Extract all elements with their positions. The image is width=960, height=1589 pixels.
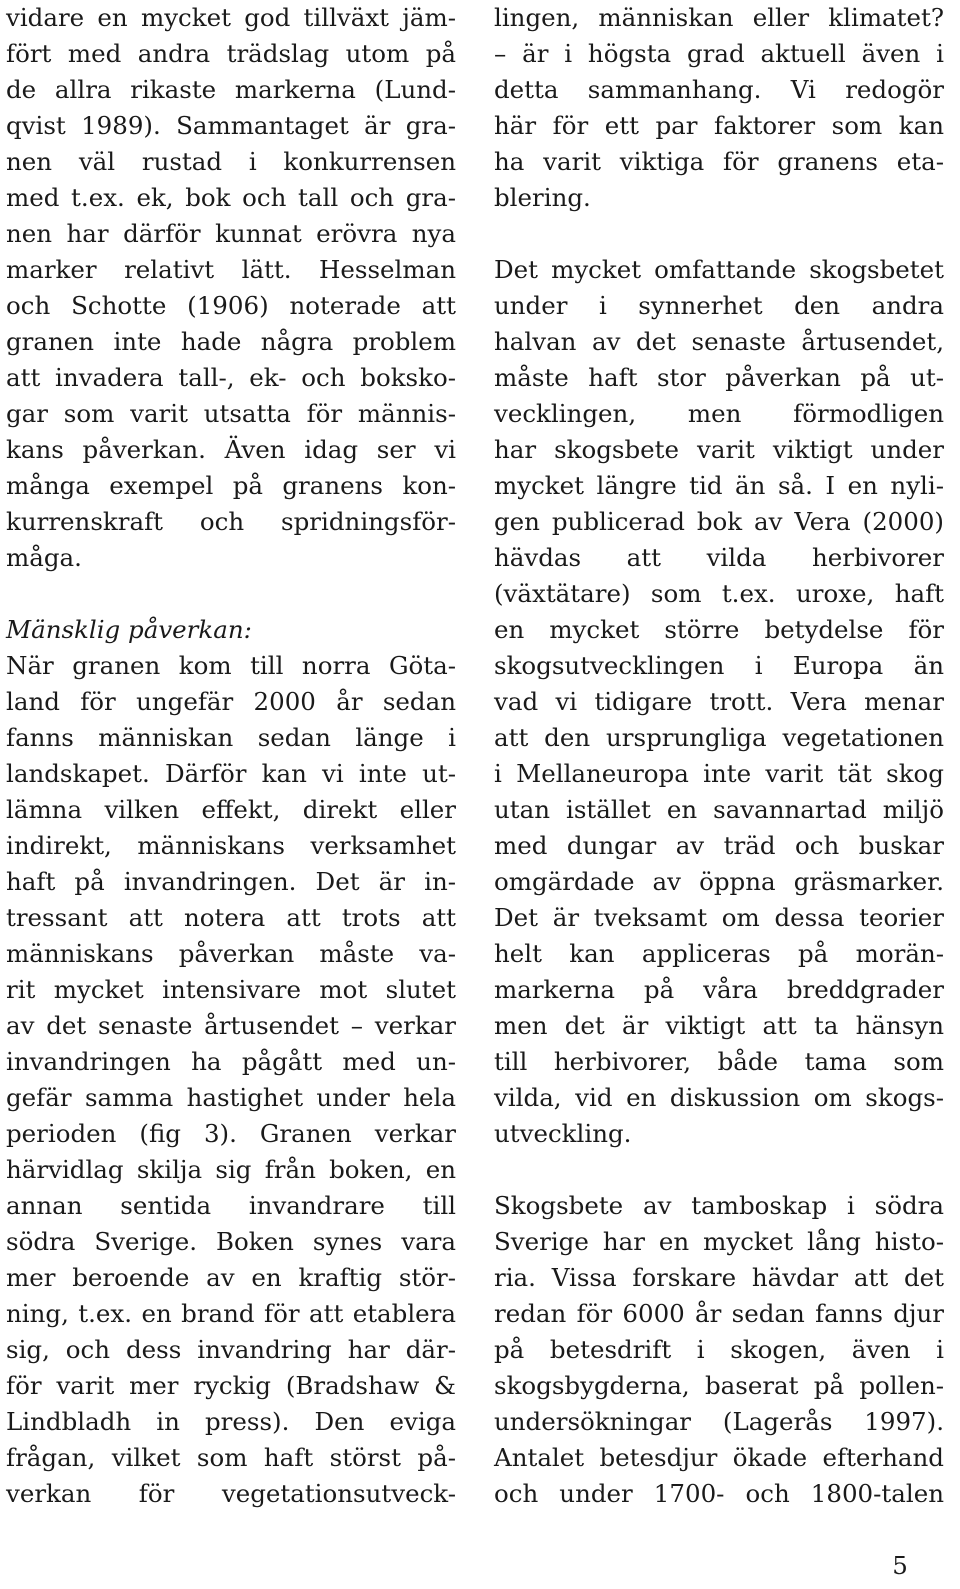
text-line: har skogsbete varit viktigt under — [494, 435, 944, 464]
text-line: qvist 1989). Sammantaget är gra- — [6, 111, 456, 140]
text-line: sig, och dess invandring har där- — [6, 1335, 456, 1364]
page-number: 5 — [892, 1551, 908, 1580]
paragraph — [6, 0, 456, 576]
text-line: annan sentida invandrare till — [6, 1191, 456, 1220]
text-line: utveckling. — [494, 1119, 632, 1148]
text-line: de allra rikaste markerna (Lund- — [6, 75, 456, 104]
text-line: att den ursprungliga vegetationen — [494, 723, 944, 752]
text-line: utan istället en savannartad miljö — [494, 795, 944, 824]
text-line: Skogsbete av tamboskap i södra — [494, 1191, 944, 1220]
text-line: frågan, vilket som haft störst på- — [6, 1443, 456, 1472]
text-line: Antalet betesdjur ökade efterhand — [494, 1443, 944, 1472]
text-line: nen väl rustad i konkurrensen — [6, 147, 456, 176]
text-line: gen publicerad bok av Vera (2000) — [494, 507, 944, 536]
paragraph-gap — [6, 576, 456, 612]
text-line: fanns människan sedan länge i — [6, 723, 456, 752]
text-line: lämna vilken effekt, direkt eller — [6, 795, 456, 824]
text-line: och Schotte (1906) noterade att — [6, 291, 456, 320]
text-line: kurrenskraft och spridningsför- — [6, 507, 456, 536]
paragraph-gap — [494, 216, 944, 252]
text-line: skogsutvecklingen i Europa än — [494, 651, 944, 680]
text-line: måga. — [6, 543, 82, 572]
section-heading: Mänsklig påverkan: — [6, 615, 252, 644]
text-line: mer beroende av en kraftig stör- — [6, 1263, 456, 1292]
text-line: (växtätare) som t.ex. uroxe, haft — [494, 579, 944, 608]
text-line: detta sammanhang. Vi redogör — [494, 75, 944, 104]
text-line: – är i högsta grad aktuell även i — [494, 39, 944, 68]
paragraph — [494, 1188, 944, 1512]
text-line: land för ungefär 2000 år sedan — [6, 687, 456, 716]
text-line: många exempel på granens kon- — [6, 471, 456, 500]
text-line: men det är viktigt att ta hänsyn — [494, 1011, 944, 1040]
text-line: med t.ex. ek, bok och tall och gra- — [6, 183, 456, 212]
text-line: gar som varit utsatta för männis- — [6, 399, 456, 428]
text-line: människans påverkan måste va- — [6, 939, 456, 968]
text-line: blering. — [494, 183, 591, 212]
text-line: skogsbygderna, baserat på pollen- — [494, 1371, 944, 1400]
text-line: rit mycket intensivare mot slutet — [6, 975, 456, 1004]
text-line: för varit mer ryckig (Bradshaw & — [6, 1371, 456, 1400]
text-line: undersökningar (Lagerås 1997). — [494, 1407, 944, 1436]
text-line: till herbivorer, både tama som — [494, 1047, 944, 1076]
text-line: mycket längre tid än så. I en nyli- — [494, 471, 944, 500]
text-line: ning, t.ex. en brand för att etablera — [6, 1299, 456, 1328]
paragraph — [494, 252, 944, 1152]
text-line: vidare en mycket god tillväxt jäm- — [6, 3, 456, 32]
text-line: nen har därför kunnat erövra nya — [6, 219, 456, 248]
text-line: hävdas att vilda herbivorer — [494, 543, 944, 572]
text-line: granen inte hade några problem — [6, 327, 456, 356]
text-line: fört med andra trädslag utom på — [6, 39, 456, 68]
text-line: en mycket större betydelse för — [494, 615, 944, 644]
paragraph — [6, 648, 456, 1512]
text-line: Det mycket omfattande skogsbetet — [494, 255, 944, 284]
text-line: redan för 6000 år sedan fanns djur — [494, 1299, 944, 1328]
left-column — [6, 0, 456, 1512]
text-line: södra Sverige. Boken synes vara — [6, 1227, 456, 1256]
text-line: marker relativt lätt. Hesselman — [6, 255, 456, 284]
text-line: gefär samma hastighet under hela — [6, 1083, 456, 1112]
text-line: under i synnerhet den andra — [494, 291, 944, 320]
text-line: Det är tveksamt om dessa teorier — [494, 903, 944, 932]
text-line: ria. Vissa forskare hävdar att det — [494, 1263, 944, 1292]
text-line: måste haft stor påverkan på ut- — [494, 363, 944, 392]
text-line: omgärdade av öppna gräsmarker. — [494, 867, 944, 896]
text-line: härvidlag skilja sig från boken, en — [6, 1155, 456, 1184]
text-line: helt kan appliceras på morän- — [494, 939, 944, 968]
text-line: landskapet. Därför kan vi inte ut- — [6, 759, 456, 788]
text-line: och under 1700- och 1800-talen — [494, 1479, 944, 1508]
text-line: vad vi tidigare trott. Vera menar — [494, 687, 944, 716]
text-line: halvan av det senaste årtusendet, — [494, 327, 944, 356]
text-line: När granen kom till norra Göta- — [6, 651, 456, 680]
text-line: av det senaste årtusendet – verkar — [6, 1011, 456, 1040]
text-line: med dungar av träd och buskar — [494, 831, 944, 860]
text-line: invandringen ha pågått med un- — [6, 1047, 456, 1076]
text-line: lingen, människan eller klimatet? — [494, 3, 944, 32]
text-line: i Mellaneuropa inte varit tät skog — [494, 759, 944, 788]
text-line: Sverige har en mycket lång histo- — [494, 1227, 944, 1256]
text-line: Lindbladh in press). Den eviga — [6, 1407, 456, 1436]
text-line: vecklingen, men förmodligen — [494, 399, 944, 428]
text-line: att invadera tall-, ek- och boksko- — [6, 363, 456, 392]
text-line: ha varit viktiga för granens eta- — [494, 147, 944, 176]
text-line: tressant att notera att trots att — [6, 903, 456, 932]
text-line: haft på invandringen. Det är in- — [6, 867, 456, 896]
text-line: markerna på våra breddgrader — [494, 975, 944, 1004]
text-line: vilda, vid en diskussion om skogs- — [494, 1083, 944, 1112]
right-column — [494, 0, 944, 1512]
text-line: kans påverkan. Även idag ser vi — [6, 435, 456, 464]
text-line: här för ett par faktorer som kan — [494, 111, 944, 140]
text-line: indirekt, människans verksamhet — [6, 831, 456, 860]
text-line: verkan för vegetationsutveck- — [6, 1479, 456, 1508]
paragraph — [494, 0, 944, 216]
text-line: perioden (fig 3). Granen verkar — [6, 1119, 456, 1148]
paragraph-gap — [494, 1152, 944, 1188]
text-line: på betesdrift i skogen, även i — [494, 1335, 944, 1364]
